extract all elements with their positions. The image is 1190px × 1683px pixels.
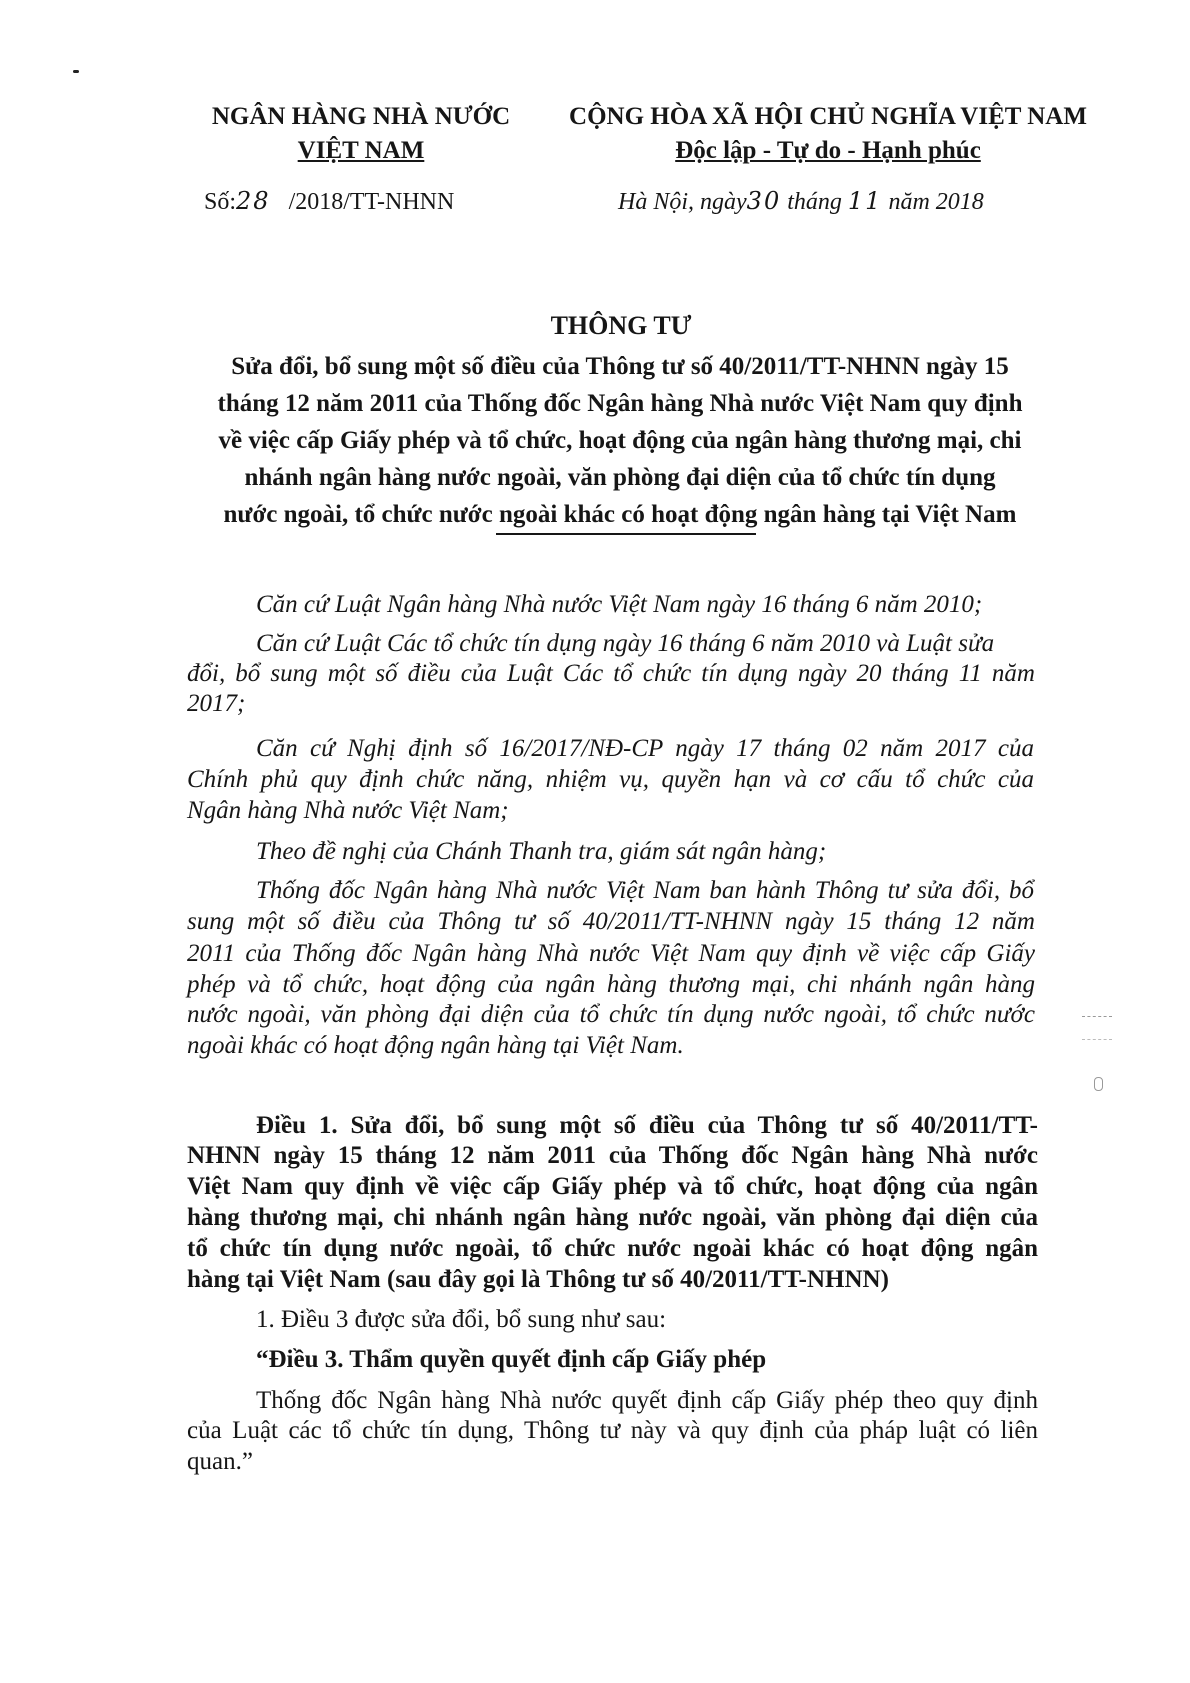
doc-number-handwritten: 28 bbox=[236, 187, 271, 215]
article-3-body-line: của Luật các tổ chức tín dụng, Thông tư này và quy định của pháp luật có liên bbox=[187, 1417, 1038, 1444]
preamble-line: Theo đề nghị của Chánh Thanh tra, giám sát ngân hàng; bbox=[256, 838, 827, 865]
doc-number-prefix: Số: bbox=[204, 189, 237, 215]
preamble-line: sung một số điều của Thông tư số 40/2011/TT-NHNN ngày 15 tháng 12 năm bbox=[187, 908, 1035, 935]
document-title: THÔNG TƯ bbox=[550, 311, 692, 340]
article-1-line: Điều 1. Sửa đổi, bổ sung một số điều của Thông tư số 40/2011/TT- bbox=[256, 1112, 1038, 1139]
article-1-line: NHNN ngày 15 tháng 12 năm 2011 của Thống đốc Ngân hàng Nhà nước bbox=[187, 1142, 1038, 1169]
preamble-line: Căn cứ Nghị định số 16/2017/NĐ-CP ngày 17 tháng 02 năm 2017 của bbox=[256, 735, 1034, 762]
article-1-line: hàng tại Việt Nam (sau đây gọi là Thông tư số 40/2011/TT-NHNN) bbox=[187, 1266, 889, 1293]
issuing-agency bbox=[196, 100, 526, 168]
article-3-body-line: quan.” bbox=[187, 1448, 253, 1475]
date-month: 11 bbox=[847, 187, 883, 215]
doc-number-suffix: /2018/TT-NHNN bbox=[288, 189, 455, 215]
date-part-3: năm 2018 bbox=[888, 189, 984, 215]
preamble-line: Căn cứ Luật Các tổ chức tín dụng ngày 16 tháng 6 năm 2010 và Luật sửa bbox=[256, 630, 995, 657]
preamble-line: Căn cứ Luật Ngân hàng Nhà nước Việt Nam ngày 16 tháng 6 năm 2010; bbox=[256, 591, 983, 618]
preamble-line: nước ngoài, văn phòng đại diện của tổ chức tín dụng nước ngoài, tổ chức nước bbox=[187, 1001, 1035, 1028]
subtitle-line: về việc cấp Giấy phép và tổ chức, hoạt động của ngân hàng thương mại, chi bbox=[218, 427, 1022, 454]
article-3-heading: “Điều 3. Thẩm quyền quyết định cấp Giấy phép bbox=[256, 1346, 767, 1373]
subtitle-line: nước ngoài, tổ chức nước ngoài khác có hoạt động ngân hàng tại Việt Nam bbox=[223, 501, 1017, 528]
date-part-1: Hà Nội, ngày bbox=[618, 189, 747, 215]
agency-line-2: VIỆT NAM bbox=[297, 137, 425, 164]
subtitle-line: nhánh ngân hàng nước ngoài, văn phòng đại diện của tổ chức tín dụng bbox=[244, 464, 996, 491]
clause-1: 1. Điều 3 được sửa đổi, bổ sung như sau: bbox=[256, 1306, 667, 1333]
preamble-line: Thống đốc Ngân hàng Nhà nước Việt Nam ban hành Thông tư sửa đổi, bổ bbox=[256, 877, 1034, 904]
subtitle-line: tháng 12 năm 2011 của Thống đốc Ngân hàng Nhà nước Việt Nam quy định bbox=[217, 390, 1023, 417]
nation-line-1: CỘNG HÒA XÃ HỘI CHỦ NGHĨA VIỆT NAM bbox=[569, 103, 1087, 130]
preamble-line: đổi, bổ sung một số điều của Luật Các tổ chức tín dụng ngày 20 tháng 11 năm bbox=[187, 660, 1035, 687]
scan-hole-mark bbox=[1094, 1077, 1103, 1091]
scan-margin-marks bbox=[1082, 1016, 1112, 1040]
scan-speck bbox=[73, 70, 79, 73]
date-part-2: tháng bbox=[787, 189, 842, 215]
preamble-line: 2011 của Thống đốc Ngân hàng Nhà nước Việt Nam quy định về việc cấp Giấy bbox=[187, 940, 1035, 967]
preamble-line: Ngân hàng Nhà nước Việt Nam; bbox=[187, 797, 509, 824]
issue-date bbox=[618, 187, 984, 216]
preamble-line: Chính phủ quy định chức năng, nhiệm vụ, quyền hạn và cơ cấu tổ chức của bbox=[187, 766, 1034, 793]
national-title bbox=[548, 100, 1108, 168]
preamble-line: phép và tổ chức, hoạt động của ngân hàng thương mại, chi nhánh ngân hàng bbox=[187, 971, 1035, 998]
date-day: 30 bbox=[746, 187, 782, 215]
subtitle-line: Sửa đổi, bổ sung một số điều của Thông tư số 40/2011/TT-NHNN ngày 15 bbox=[231, 353, 1009, 380]
article-1-line: Việt Nam quy định về việc cấp Giấy phép và tổ chức, hoạt động của ngân bbox=[187, 1173, 1038, 1200]
article-1-line: tổ chức tín dụng nước ngoài, tổ chức nước ngoài khác có hoạt động ngân bbox=[187, 1235, 1038, 1262]
article-1-line: hàng thương mại, chi nhánh ngân hàng nước ngoài, văn phòng đại diện của bbox=[187, 1204, 1038, 1231]
preamble-line: 2017; bbox=[187, 690, 246, 717]
article-3-body-line: Thống đốc Ngân hàng Nhà nước quyết định cấp Giấy phép theo quy định bbox=[256, 1387, 1038, 1414]
preamble-line: ngoài khác có hoạt động ngân hàng tại Việt Nam. bbox=[187, 1032, 684, 1059]
document-number bbox=[204, 187, 454, 216]
document-subtitle bbox=[190, 348, 1050, 533]
title-divider bbox=[496, 533, 756, 535]
nation-motto: Độc lập - Tự do - Hạnh phúc bbox=[675, 137, 981, 164]
agency-line-1: NGÂN HÀNG NHÀ NƯỚC bbox=[211, 103, 511, 130]
